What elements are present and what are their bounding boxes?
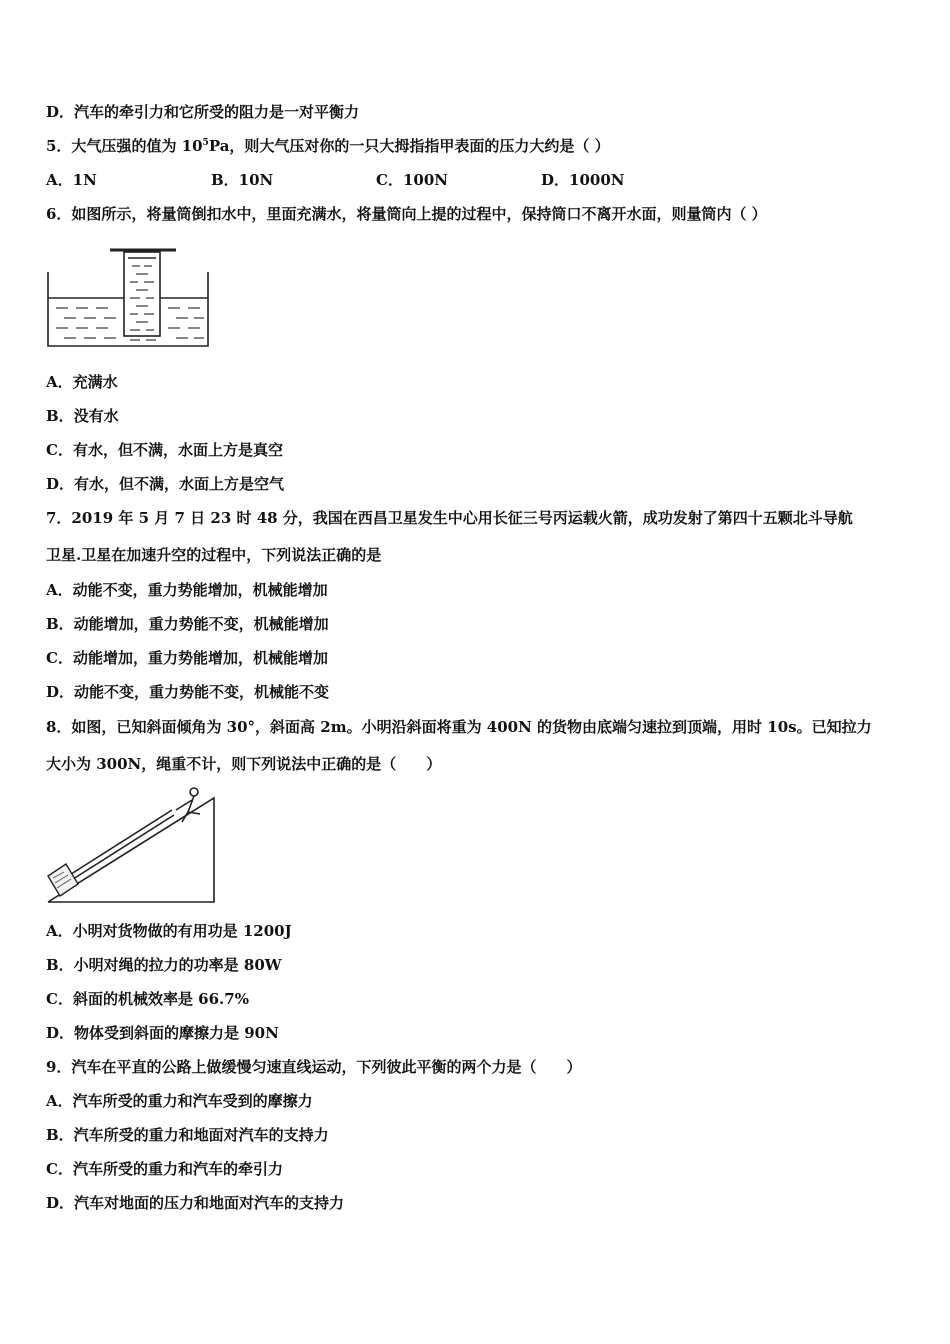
q8-figure-incline	[44, 784, 218, 908]
q5-stem	[46, 136, 610, 156]
q8-stem-line2: 大小为 300N，绳重不计，则下列说法中正确的是（ ）	[46, 755, 442, 773]
q5-stem-pre: 5．大气压强的值为 10	[46, 137, 203, 155]
q8-person	[176, 788, 200, 822]
q8-option-c: C．斜面的机械效率是 66.7%	[46, 990, 249, 1008]
q8-cargo-box	[48, 864, 78, 896]
q5-option-b: B．10N	[211, 171, 274, 189]
q7-stem-line2: 卫星.卫星在加速升空的过程中，下列说法正确的是	[46, 546, 382, 564]
q6-stem: 6．如图所示，将量筒倒扣水中，里面充满水，将量筒向上提的过程中，保持筒口不离开水面，则量筒内（ ）	[46, 205, 767, 223]
q5-stem-post: Pa，则大气压对你的一只大拇指指甲表面的压力大约是（ ）	[208, 137, 610, 155]
q8-option-a: A．小明对货物做的有用功是 1200J	[46, 922, 292, 940]
q7-option-c: C．动能增加，重力势能增加，机械能增加	[46, 649, 328, 667]
q6-option-a: A．充满水	[46, 373, 118, 391]
q8-option-d: D．物体受到斜面的摩擦力是 90N	[46, 1024, 279, 1042]
q5-stem-exponent: 5	[202, 138, 209, 148]
q4-option-d: D．汽车的牵引力和它所受的阻力是一对平衡力	[46, 103, 360, 121]
q8-option-b: B．小明对绳的拉力的功率是 80W	[46, 956, 282, 974]
q9-option-a: A．汽车所受的重力和汽车受到的摩擦力	[46, 1092, 313, 1110]
q9-option-b: B．汽车所受的重力和地面对汽车的支持力	[46, 1126, 329, 1144]
q8-stem-line1: 8．如图，已知斜面倾角为 30°，斜面高 2m。小明沿斜面将重为 400N 的货物由底端匀速拉到顶端，用时 10s。已知拉力	[46, 718, 872, 736]
q6-figure-inverted-cylinder	[44, 244, 214, 350]
q5-option-c: C．100N	[376, 171, 448, 189]
q6-option-d: D．有水，但不满，水面上方是空气	[46, 475, 285, 493]
q5-option-d: D．1000N	[541, 171, 625, 189]
q9-stem: 9．汽车在平直的公路上做缓慢匀速直线运动，下列彼此平衡的两个力是（ ）	[46, 1058, 582, 1076]
q9-option-d: D．汽车对地面的压力和地面对汽车的支持力	[46, 1194, 345, 1212]
q7-option-b: B．动能增加，重力势能不变，机械能增加	[46, 615, 329, 633]
q6-option-b: B．没有水	[46, 407, 119, 425]
q5-option-a: A．1N	[46, 171, 97, 189]
q9-option-c: C．汽车所受的重力和汽车的牵引力	[46, 1160, 283, 1178]
q6-option-c: C．有水，但不满，水面上方是真空	[46, 441, 283, 459]
q7-option-d: D．动能不变，重力势能不变，机械能不变	[46, 683, 330, 701]
q7-stem-line1: 7．2019 年 5 月 7 日 23 时 48 分，我国在西昌卫星发生中心用长征三号丙运载火箭，成功发射了第四十五颗北斗导航	[46, 509, 853, 527]
q7-option-a: A．动能不变，重力势能增加，机械能增加	[46, 581, 328, 599]
